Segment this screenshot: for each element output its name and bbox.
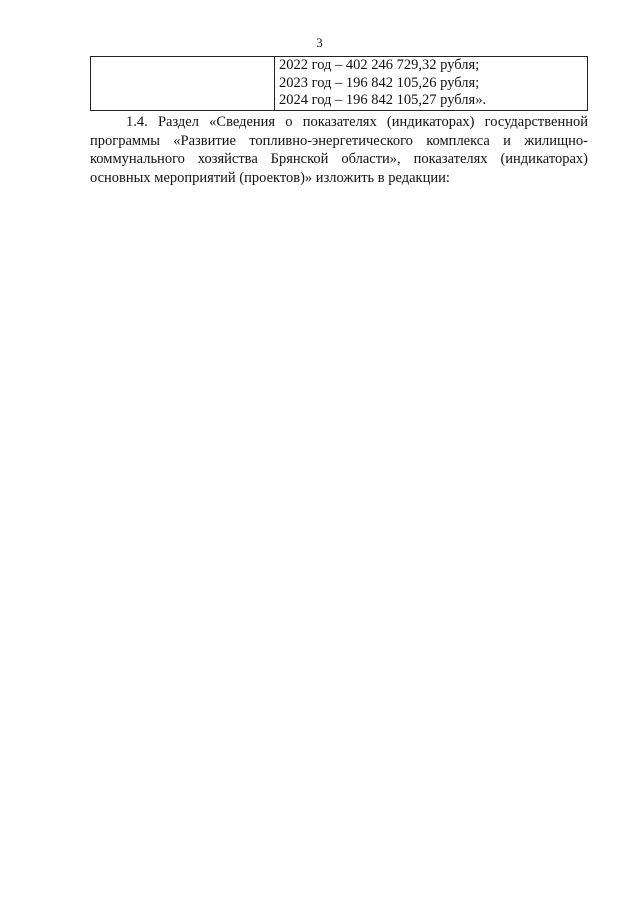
table-empty-cell [91, 57, 275, 111]
funding-line-2023: 2023 год – 196 842 105,26 рубля; [279, 74, 480, 91]
funding-line-2024: 2024 год – 196 842 105,27 рубля». [279, 92, 487, 108]
table-row [91, 57, 588, 111]
funding-table [90, 56, 588, 111]
section-paragraph: 1.4. Раздел «Сведения о показателях (индикаторах) государственной программы «Развитие топливно-энергетического комплекса и жилищно-коммунального хозяйства Брянской области», показателях (индикаторах) основных мероприятий (проектов)» изложить в редакции: [90, 114, 588, 186]
funding-line-2022: 2022 год – 402 246 729,32 рубля; [279, 57, 480, 73]
page-number: 3 [316, 35, 323, 50]
table-values-cell [275, 57, 588, 111]
